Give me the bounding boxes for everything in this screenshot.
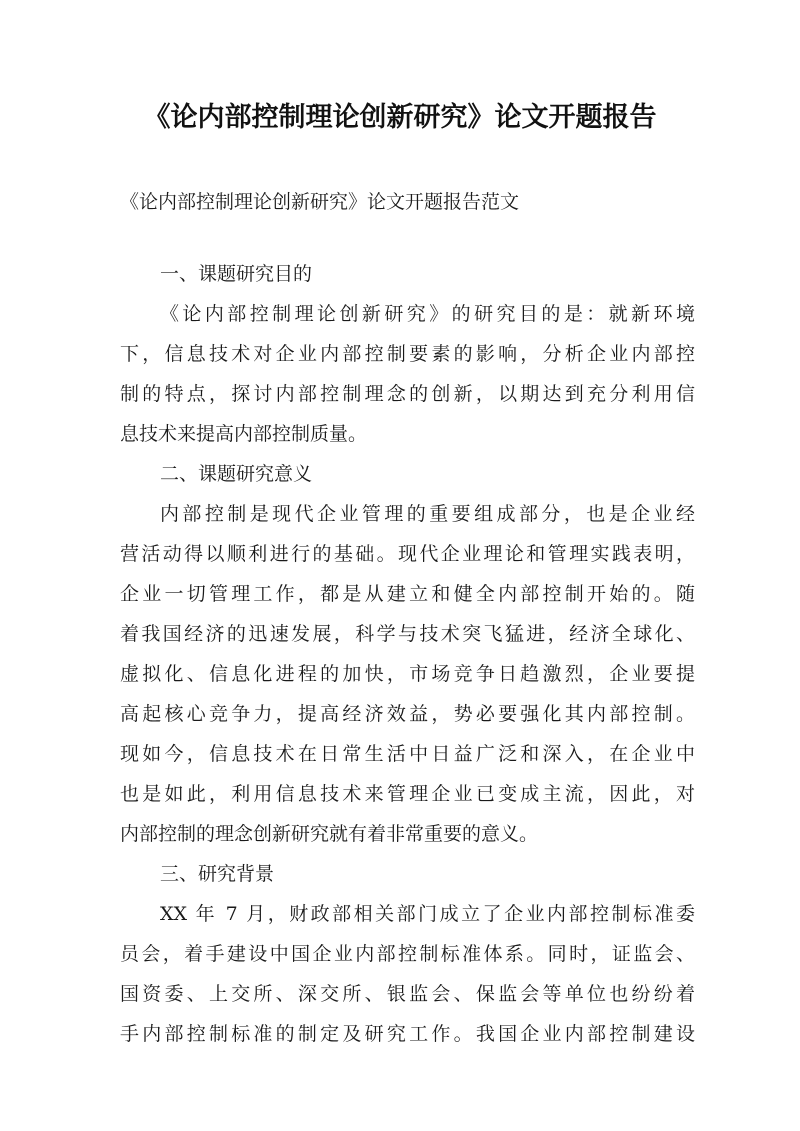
text-line: 现如今，信息技术在日常生活中日益广泛和深入，在企业中 [120,743,695,765]
text-line: 内部控制是现代企业管理的重要组成部分，也是企业经 [160,503,695,525]
text-line: 一、课题研究目的 [160,263,313,285]
document-body [120,254,695,1054]
text-line: 《论内部控制理论创新研究》的研究目的是：就新环境 [160,303,695,325]
text-line: 内部控制的理念创新研究就有着非常重要的意义。 [120,823,539,845]
text-line: 国资委、上交所、深交所、银监会、保监会等单位也纷纷着 [120,983,695,1005]
text-line: 制的特点，探讨内部控制理念的创新，以期达到充分利用信 [120,383,695,405]
page-title: 《论内部控制理论创新研究》论文开题报告 [143,102,657,133]
text-line: 营活动得以顺利进行的基础。现代企业理论和管理实践表明， [120,543,695,565]
text-line: 也是如此，利用信息技术来管理企业已变成主流，因此，对 [120,783,695,805]
text-line: XX 年 7 月，财政部相关部门成立了企业内部控制标准委 [160,903,695,925]
text-line: 企业一切管理工作，都是从建立和健全内部控制开始的。随 [120,583,695,605]
text-line: 着我国经济的迅速发展，科学与技术突飞猛进，经济全球化、 [120,623,695,645]
text-line: 下，信息技术对企业内部控制要素的影响，分析企业内部控 [120,343,695,365]
text-line: 三、研究背景 [160,863,275,885]
text-line: 息技术来提高内部控制质量。 [120,423,368,445]
text-line: 员会，着手建设中国企业内部控制标准体系。同时，证监会、 [120,943,695,965]
text-line: 高起核心竞争力，提高经济效益，势必要强化其内部控制。 [120,703,695,725]
document-subtitle: 《论内部控制理论创新研究》论文开题报告范文 [120,191,520,213]
text-line: 手内部控制标准的制定及研究工作。我国企业内部控制建设 [120,1023,695,1045]
text-line: 二、课题研究意义 [160,463,313,485]
text-line: 虚拟化、信息化进程的加快，市场竞争日趋激烈，企业要提 [120,663,695,685]
